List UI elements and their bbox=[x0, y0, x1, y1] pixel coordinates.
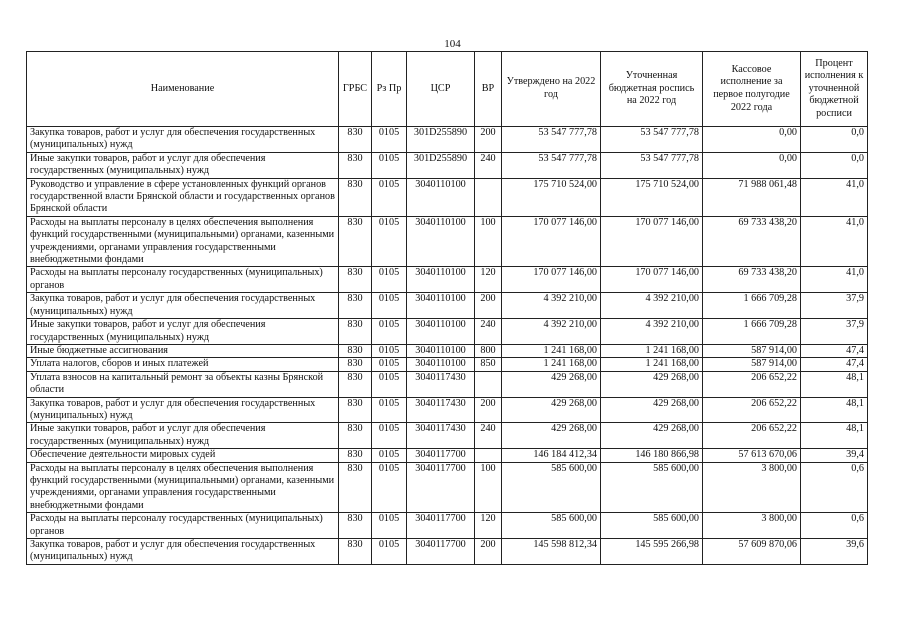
cell-cash: 0,00 bbox=[703, 127, 801, 153]
cell-name: Расходы на выплаты персоналу государственных (муниципальных) органов bbox=[27, 513, 339, 539]
cell-percent: 0,6 bbox=[801, 462, 868, 513]
table-row bbox=[27, 178, 868, 216]
header-cash: Кассовое исполнение за первое полугодие 2022 года bbox=[703, 52, 801, 127]
cell-cash: 206 652,22 bbox=[703, 423, 801, 449]
cell-grbs: 830 bbox=[339, 462, 372, 513]
cell-grbs: 830 bbox=[339, 423, 372, 449]
table-header-row bbox=[27, 52, 868, 127]
header-rzpr: Рз Пр bbox=[372, 52, 407, 127]
cell-csr: 3040117700 bbox=[407, 539, 475, 565]
cell-cash: 1 666 709,28 bbox=[703, 293, 801, 319]
cell-cash: 71 988 061,48 bbox=[703, 178, 801, 216]
cell-percent: 0,0 bbox=[801, 127, 868, 153]
table-row bbox=[27, 397, 868, 423]
page-number: 104 bbox=[444, 38, 461, 50]
cell-rzpr: 0105 bbox=[372, 152, 407, 178]
table-row bbox=[27, 267, 868, 293]
cell-cash: 57 609 870,06 bbox=[703, 539, 801, 565]
cell-approved: 429 268,00 bbox=[502, 371, 601, 397]
cell-refined: 429 268,00 bbox=[601, 423, 703, 449]
cell-refined: 429 268,00 bbox=[601, 397, 703, 423]
cell-vr bbox=[475, 449, 502, 462]
cell-approved: 585 600,00 bbox=[502, 513, 601, 539]
cell-csr: 3040110100 bbox=[407, 358, 475, 371]
cell-approved: 1 241 168,00 bbox=[502, 344, 601, 357]
cell-grbs: 830 bbox=[339, 371, 372, 397]
cell-cash: 587 914,00 bbox=[703, 358, 801, 371]
cell-refined: 4 392 210,00 bbox=[601, 293, 703, 319]
cell-grbs: 830 bbox=[339, 293, 372, 319]
cell-vr: 240 bbox=[475, 152, 502, 178]
cell-refined: 1 241 168,00 bbox=[601, 344, 703, 357]
cell-rzpr: 0105 bbox=[372, 267, 407, 293]
cell-approved: 175 710 524,00 bbox=[502, 178, 601, 216]
cell-cash: 587 914,00 bbox=[703, 344, 801, 357]
cell-grbs: 830 bbox=[339, 127, 372, 153]
cell-vr bbox=[475, 178, 502, 216]
cell-percent: 48,1 bbox=[801, 423, 868, 449]
cell-refined: 1 241 168,00 bbox=[601, 358, 703, 371]
cell-percent: 48,1 bbox=[801, 371, 868, 397]
cell-percent: 37,9 bbox=[801, 319, 868, 345]
cell-csr: 3040117700 bbox=[407, 462, 475, 513]
cell-grbs: 830 bbox=[339, 513, 372, 539]
cell-rzpr: 0105 bbox=[372, 513, 407, 539]
cell-grbs: 830 bbox=[339, 539, 372, 565]
cell-percent: 41,0 bbox=[801, 267, 868, 293]
cell-approved: 53 547 777,78 bbox=[502, 152, 601, 178]
cell-vr: 100 bbox=[475, 462, 502, 513]
cell-name: Обеспечение деятельности мировых судей bbox=[27, 449, 339, 462]
cell-refined: 53 547 777,78 bbox=[601, 127, 703, 153]
cell-approved: 4 392 210,00 bbox=[502, 293, 601, 319]
header-vr: ВР bbox=[475, 52, 502, 127]
table-body bbox=[27, 127, 868, 565]
cell-percent: 0,6 bbox=[801, 513, 868, 539]
cell-grbs: 830 bbox=[339, 178, 372, 216]
cell-csr: 3040117430 bbox=[407, 371, 475, 397]
cell-csr: 3040110100 bbox=[407, 344, 475, 357]
cell-rzpr: 0105 bbox=[372, 344, 407, 357]
cell-cash: 3 800,00 bbox=[703, 513, 801, 539]
cell-approved: 170 077 146,00 bbox=[502, 216, 601, 267]
cell-refined: 146 180 866,98 bbox=[601, 449, 703, 462]
cell-refined: 429 268,00 bbox=[601, 371, 703, 397]
cell-refined: 145 595 266,98 bbox=[601, 539, 703, 565]
cell-csr: 3040110100 bbox=[407, 216, 475, 267]
table-row bbox=[27, 216, 868, 267]
cell-approved: 429 268,00 bbox=[502, 423, 601, 449]
cell-rzpr: 0105 bbox=[372, 449, 407, 462]
cell-vr: 800 bbox=[475, 344, 502, 357]
cell-refined: 585 600,00 bbox=[601, 462, 703, 513]
cell-approved: 145 598 812,34 bbox=[502, 539, 601, 565]
cell-vr: 200 bbox=[475, 293, 502, 319]
cell-rzpr: 0105 bbox=[372, 539, 407, 565]
table-row bbox=[27, 358, 868, 371]
cell-name: Иные закупки товаров, работ и услуг для обеспечения государственных (муниципальных) нужд bbox=[27, 423, 339, 449]
cell-rzpr: 0105 bbox=[372, 462, 407, 513]
table-row bbox=[27, 344, 868, 357]
cell-approved: 53 547 777,78 bbox=[502, 127, 601, 153]
cell-vr bbox=[475, 371, 502, 397]
cell-rzpr: 0105 bbox=[372, 127, 407, 153]
cell-vr: 240 bbox=[475, 423, 502, 449]
cell-cash: 1 666 709,28 bbox=[703, 319, 801, 345]
cell-csr: 301D255890 bbox=[407, 152, 475, 178]
cell-name: Расходы на выплаты персоналу в целях обеспечения выполнения функций государственными (муниципальными) органами, казенными учреждениями, органами управления государственными внебюджетными фондами bbox=[27, 462, 339, 513]
cell-percent: 41,0 bbox=[801, 178, 868, 216]
header-name: Наименование bbox=[27, 52, 339, 127]
cell-name: Уплата взносов на капитальный ремонт за объекты казны Брянской области bbox=[27, 371, 339, 397]
table-row bbox=[27, 513, 868, 539]
cell-csr: 3040117700 bbox=[407, 513, 475, 539]
cell-rzpr: 0105 bbox=[372, 216, 407, 267]
cell-approved: 1 241 168,00 bbox=[502, 358, 601, 371]
cell-percent: 47,4 bbox=[801, 358, 868, 371]
cell-percent: 39,4 bbox=[801, 449, 868, 462]
cell-percent: 0,0 bbox=[801, 152, 868, 178]
header-grbs: ГРБС bbox=[339, 52, 372, 127]
table-row bbox=[27, 539, 868, 565]
cell-cash: 57 613 670,06 bbox=[703, 449, 801, 462]
cell-refined: 53 547 777,78 bbox=[601, 152, 703, 178]
cell-percent: 39,6 bbox=[801, 539, 868, 565]
cell-csr: 3040110100 bbox=[407, 267, 475, 293]
cell-approved: 146 184 412,34 bbox=[502, 449, 601, 462]
cell-percent: 48,1 bbox=[801, 397, 868, 423]
cell-cash: 0,00 bbox=[703, 152, 801, 178]
table-row bbox=[27, 462, 868, 513]
cell-cash: 69 733 438,20 bbox=[703, 216, 801, 267]
budget-table bbox=[26, 51, 868, 565]
cell-cash: 69 733 438,20 bbox=[703, 267, 801, 293]
cell-cash: 206 652,22 bbox=[703, 397, 801, 423]
cell-name: Закупка товаров, работ и услуг для обеспечения государственных (муниципальных) нужд bbox=[27, 539, 339, 565]
cell-approved: 585 600,00 bbox=[502, 462, 601, 513]
cell-grbs: 830 bbox=[339, 152, 372, 178]
cell-rzpr: 0105 bbox=[372, 293, 407, 319]
cell-grbs: 830 bbox=[339, 358, 372, 371]
cell-grbs: 830 bbox=[339, 319, 372, 345]
cell-name: Руководство и управление в сфере установленных функций органов государственной власти Брянской области и государственных органов Брянской области bbox=[27, 178, 339, 216]
cell-vr: 850 bbox=[475, 358, 502, 371]
cell-csr: 3040110100 bbox=[407, 178, 475, 216]
cell-csr: 3040117430 bbox=[407, 397, 475, 423]
table-row bbox=[27, 449, 868, 462]
cell-name: Иные бюджетные ассигнования bbox=[27, 344, 339, 357]
cell-refined: 170 077 146,00 bbox=[601, 267, 703, 293]
cell-rzpr: 0105 bbox=[372, 319, 407, 345]
header-percent: Процент исполнения к уточненной бюджетной росписи bbox=[801, 52, 868, 127]
cell-name: Иные закупки товаров, работ и услуг для обеспечения государственных (муниципальных) нужд bbox=[27, 319, 339, 345]
cell-vr: 200 bbox=[475, 127, 502, 153]
cell-grbs: 830 bbox=[339, 267, 372, 293]
cell-name: Закупка товаров, работ и услуг для обеспечения государственных (муниципальных) нужд bbox=[27, 293, 339, 319]
cell-name: Иные закупки товаров, работ и услуг для обеспечения государственных (муниципальных) нужд bbox=[27, 152, 339, 178]
cell-approved: 170 077 146,00 bbox=[502, 267, 601, 293]
cell-name: Расходы на выплаты персоналу в целях обеспечения выполнения функций государственными (муниципальными) органами, казенными учреждениями, органами управления государственными внебюджетными фондами bbox=[27, 216, 339, 267]
cell-csr: 3040117700 bbox=[407, 449, 475, 462]
cell-vr: 120 bbox=[475, 267, 502, 293]
cell-refined: 170 077 146,00 bbox=[601, 216, 703, 267]
cell-refined: 175 710 524,00 bbox=[601, 178, 703, 216]
cell-name: Закупка товаров, работ и услуг для обеспечения государственных (муниципальных) нужд bbox=[27, 127, 339, 153]
cell-approved: 429 268,00 bbox=[502, 397, 601, 423]
cell-csr: 3040110100 bbox=[407, 293, 475, 319]
table-row bbox=[27, 152, 868, 178]
cell-rzpr: 0105 bbox=[372, 178, 407, 216]
cell-vr: 100 bbox=[475, 216, 502, 267]
cell-grbs: 830 bbox=[339, 344, 372, 357]
cell-csr: 3040110100 bbox=[407, 319, 475, 345]
cell-vr: 120 bbox=[475, 513, 502, 539]
cell-percent: 47,4 bbox=[801, 344, 868, 357]
cell-percent: 41,0 bbox=[801, 216, 868, 267]
header-csr: ЦСР bbox=[407, 52, 475, 127]
cell-rzpr: 0105 bbox=[372, 423, 407, 449]
cell-percent: 37,9 bbox=[801, 293, 868, 319]
header-refined: Уточненная бюджетная роспись на 2022 год bbox=[601, 52, 703, 127]
cell-refined: 4 392 210,00 bbox=[601, 319, 703, 345]
cell-name: Расходы на выплаты персоналу государственных (муниципальных) органов bbox=[27, 267, 339, 293]
cell-csr: 3040117430 bbox=[407, 423, 475, 449]
cell-grbs: 830 bbox=[339, 216, 372, 267]
cell-vr: 200 bbox=[475, 539, 502, 565]
table-row bbox=[27, 293, 868, 319]
cell-refined: 585 600,00 bbox=[601, 513, 703, 539]
cell-name: Закупка товаров, работ и услуг для обеспечения государственных (муниципальных) нужд bbox=[27, 397, 339, 423]
cell-cash: 3 800,00 bbox=[703, 462, 801, 513]
table-row bbox=[27, 127, 868, 153]
cell-vr: 200 bbox=[475, 397, 502, 423]
cell-vr: 240 bbox=[475, 319, 502, 345]
cell-rzpr: 0105 bbox=[372, 358, 407, 371]
header-approved: Утверждено на 2022 год bbox=[502, 52, 601, 127]
cell-csr: 301D255890 bbox=[407, 127, 475, 153]
cell-rzpr: 0105 bbox=[372, 397, 407, 423]
cell-cash: 206 652,22 bbox=[703, 371, 801, 397]
cell-name: Уплата налогов, сборов и иных платежей bbox=[27, 358, 339, 371]
table-row bbox=[27, 423, 868, 449]
cell-rzpr: 0105 bbox=[372, 371, 407, 397]
table-row bbox=[27, 371, 868, 397]
cell-approved: 4 392 210,00 bbox=[502, 319, 601, 345]
cell-grbs: 830 bbox=[339, 397, 372, 423]
cell-grbs: 830 bbox=[339, 449, 372, 462]
table-row bbox=[27, 319, 868, 345]
